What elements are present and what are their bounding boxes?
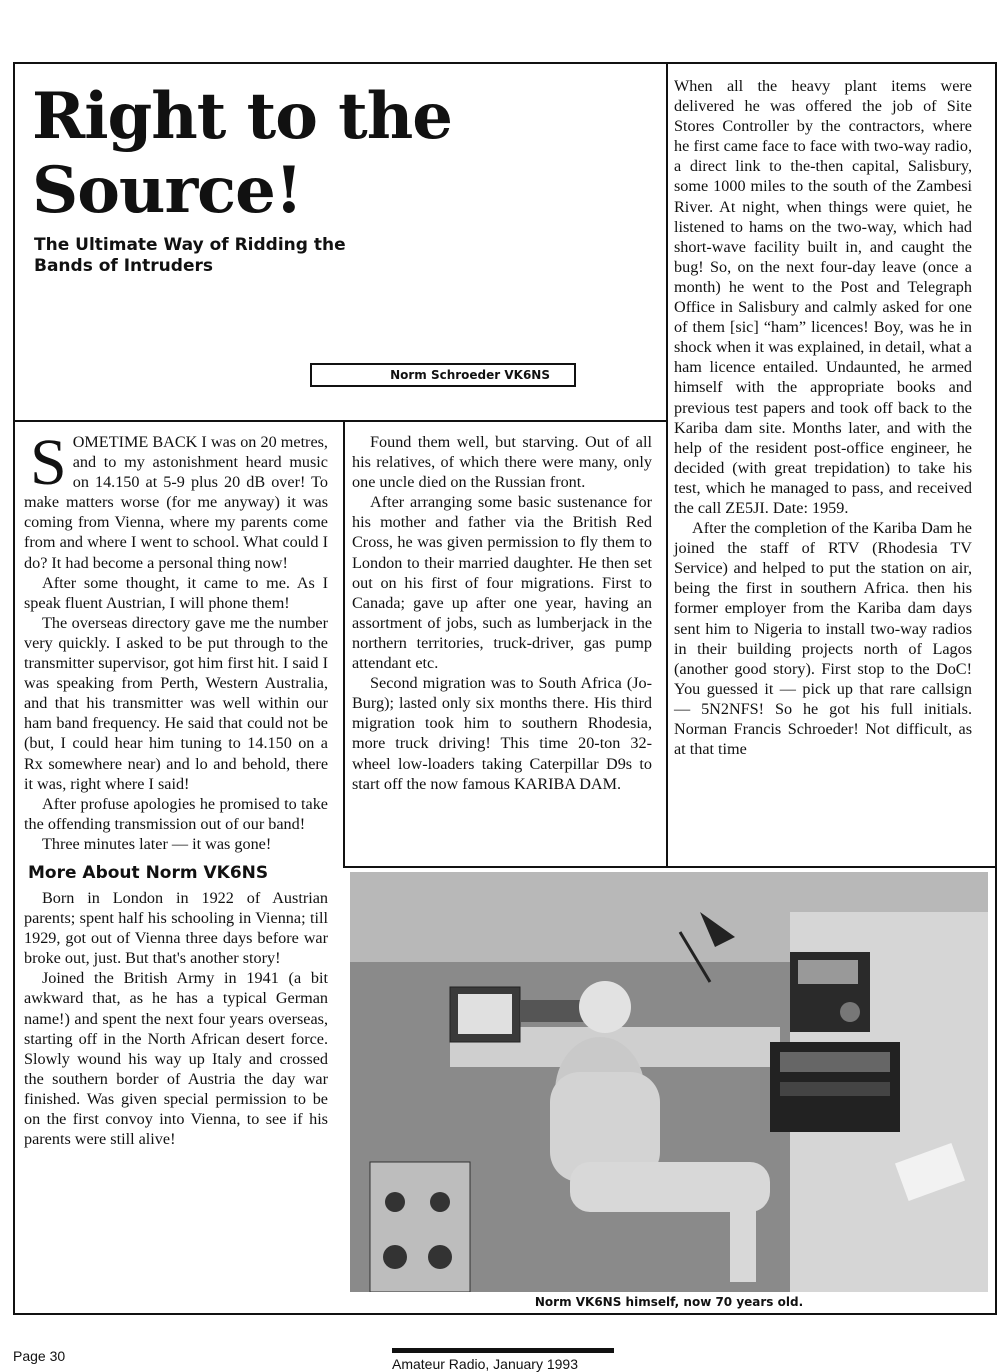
article-title: Right to the Source! [32, 79, 452, 228]
drop-cap: S [30, 426, 67, 499]
byline-box [310, 363, 576, 387]
lead-in: OMETIME BACK [72, 433, 198, 451]
column-divider-2 [666, 62, 668, 866]
paragraph: The overseas directory gave me the number very quickly. I asked to be put through to the transmitter supervisor, got him first hit. I said I was speaking from Perth, Western Australia, and that his transmitter was well within our ham band frequency. He said that could not be (but, I could hear him tuning to 14.150 on a Rx somewhere near) and lo and behold, there it was, right where I said! [24, 613, 328, 793]
paragraph: After the completion of the Kariba Dam he joined the staff of RTV (Rhodesia TV Service) and helped to put the station on air, being the first in southern Africa. then his former employer from the Kariba dam days sent him to Nigeria to install two-way radios in their building projects north of Lagos (another good story). First stop to the DoC! You guessed it — pick up that rare callsign — 5N2NFS! So he got his full initials. Norman Francis Schroeder! Not difficult, as at that time [674, 519, 972, 759]
paragraph: After profuse apologies he promised to take the offending transmission out of our band! [24, 794, 328, 833]
column-divider-1 [343, 420, 345, 866]
paragraph: Three minutes later — it was gone! [42, 834, 272, 853]
paragraph: After arranging some basic sustenance for his mother and father via the British Red Cross, he was given permission to fly them to London to their married daughter. He then set out on his first of four migrations. First to Canada; gave up after one year, having an assortment of jobs, such as lumberjack in the northern territories, truck-driver, gas pump attendant etc. [352, 493, 652, 673]
byline-author: Norm Schroeder VK6NS [390, 368, 550, 382]
section-heading: More About Norm VK6NS [28, 862, 269, 883]
paragraph: Second migration was to South Africa (Jo-Burg); lasted only six months there. His third migration took him to southern Rhodesia, more truck driving! This time 20-ton 32-wheel low-loaders taking Caterpillar D9s to start off the now famous KARIBA DAM. [352, 674, 652, 793]
radio-shack-photo [350, 872, 988, 1292]
header-divider [13, 420, 668, 422]
column-3 [674, 76, 972, 759]
photo-norm-vk6ns [350, 872, 988, 1292]
paragraph: Joined the British Army in 1941 (a bit awkward that, as he has a typical German name!) and spent the next four years overseas, starting off in the North African desert force. Slowly wound his way up Italy and crossed the southern border of Austria the day war finished. Was given special permission to be on the first convoy into Vienna, to see if his parents were still alive! [24, 969, 328, 1149]
magazine-issue: Amateur Radio, January 1993 [392, 1356, 578, 1372]
footer-rule [392, 1348, 614, 1353]
page-number: Page 30 [13, 1348, 66, 1364]
paragraph: When all the heavy plant items were delivered he was offered the job of Site Stores Controller by the contractors, where he first came face to face with two-way radio, a direct link to the-then capital, Salisbury, some 1000 miles to the south of the Zambesi River. At night, when things were quiet, he listened to hams on the two-way, which had short-wave facility built in, and caught the bug! So, on the next four-day leave (once a month) he went to the Post and Telegraph Office in Salisbury and calmly asked for one of them [sic] “ham” licences! Boy, was he in shock when it was explained, in detail, what a ham licence entailed. Undaunted, he armed himself with the appropriate books and previous test papers and took off back to the Kariba dam site. Months later, and with the help of the resident post-office engineer, he decided (with great trepidation) to take his test, which he managed to pass, and received the call ZE5JI. Date: 1959. [674, 77, 972, 517]
column-2 [352, 432, 652, 794]
paragraph: After some thought, it came to me. As I speak fluent Austrian, I will phone them! [24, 573, 328, 612]
paragraph [24, 426, 328, 573]
photo-caption: Norm VK6NS himself, now 70 years old. [534, 1295, 804, 1309]
column-1 [24, 426, 328, 1149]
photo-top-divider [343, 866, 997, 868]
article-subtitle: The Ultimate Way of Ridding the Bands of Intruders [34, 235, 346, 276]
paragraph: Born in London in 1922 of Austrian parents; spent half his schooling in Vienna; till 1929, got out of Vienna three days before war broke out, just. But that's another story! [24, 888, 328, 968]
paragraph-text: I was on 20 metres, and to my astonishment heard music on 14.150 at 5-9 plus 20 dB over! To make matters worse (for me anyway) it was coming from Vienna, where my parents come from and where I went to school. What could I do? It had become a personal thing now! [24, 433, 328, 572]
paragraph: Found them well, but starving. Out of all his relatives, of which there were many, only one uncle died on the Russian front. [352, 433, 652, 492]
